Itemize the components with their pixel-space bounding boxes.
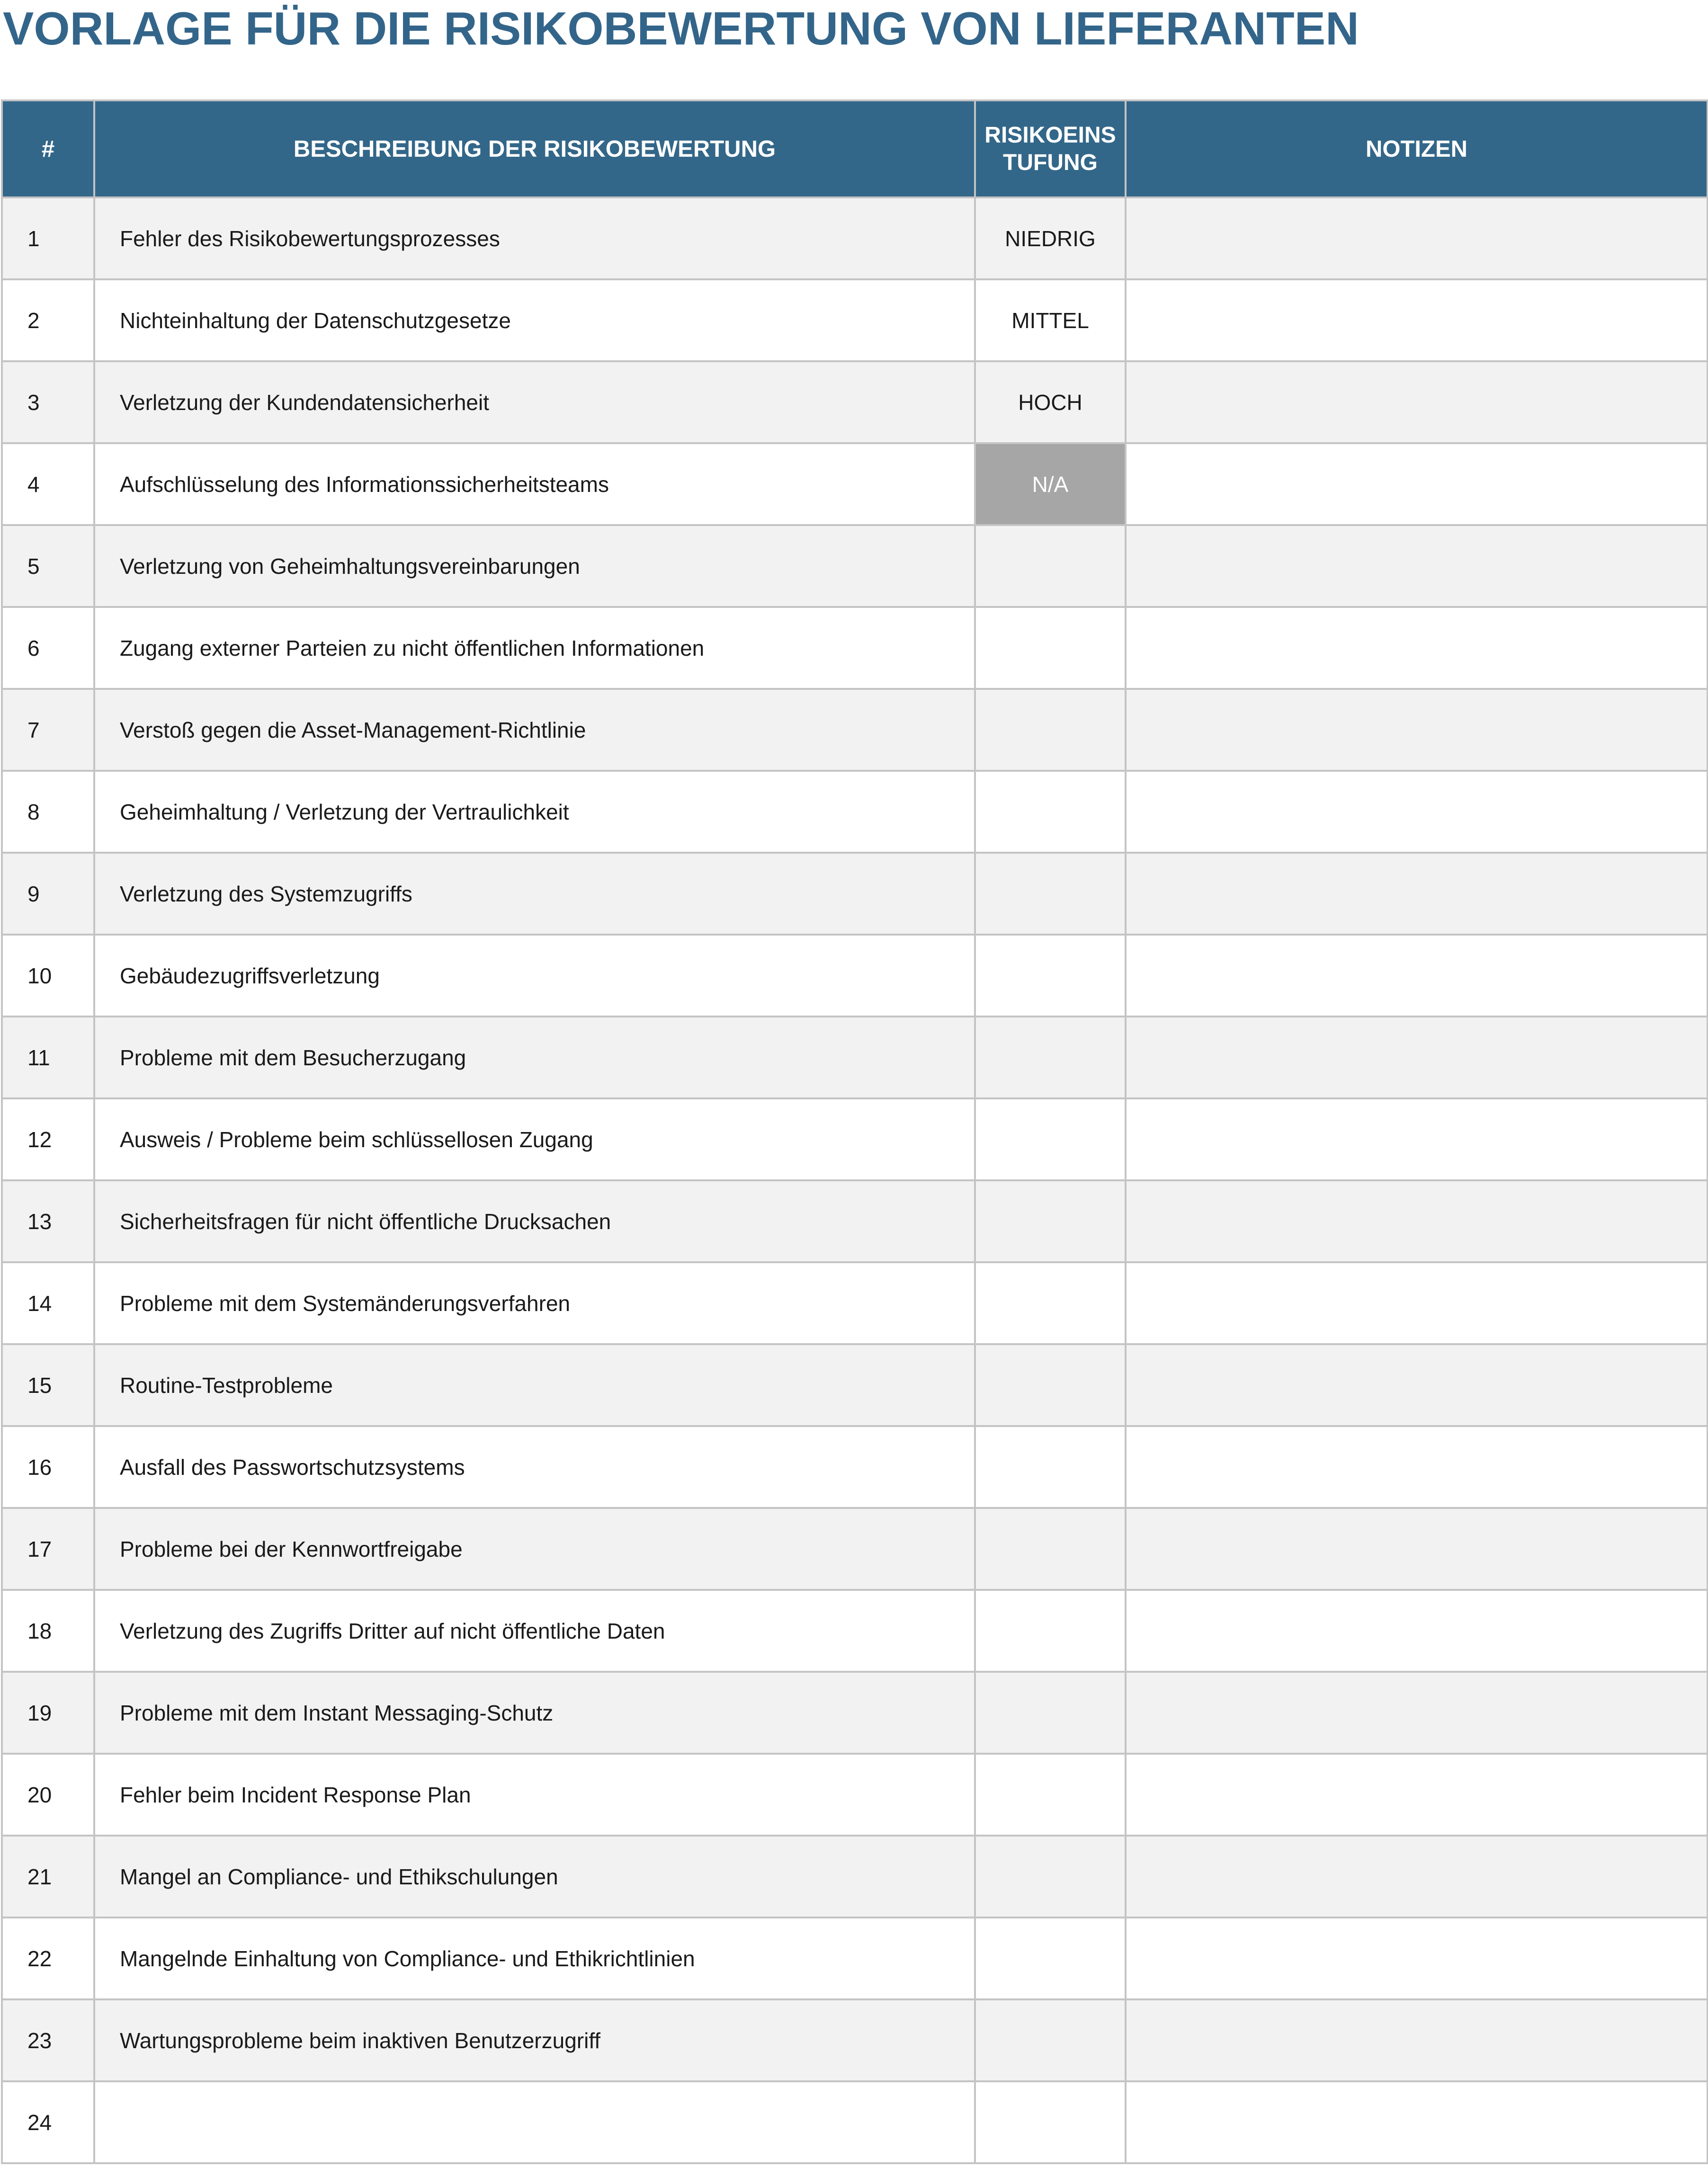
table-row xyxy=(2,853,1708,935)
risk-rating[interactable] xyxy=(975,1672,1126,1754)
notes-cell[interactable] xyxy=(1126,1590,1708,1672)
table-row xyxy=(2,1917,1708,1999)
risk-rating[interactable] xyxy=(975,689,1126,771)
row-number: 8 xyxy=(2,771,94,853)
table-row xyxy=(2,361,1708,443)
table-row xyxy=(2,1344,1708,1426)
notes-cell[interactable] xyxy=(1126,1017,1708,1098)
notes-cell[interactable] xyxy=(1126,1426,1708,1508)
risk-description[interactable]: Verletzung der Kundendatensicherheit xyxy=(94,361,975,443)
row-number: 11 xyxy=(2,1017,94,1098)
table-row xyxy=(2,771,1708,853)
table-row xyxy=(2,1426,1708,1508)
table-header-row xyxy=(2,100,1708,197)
risk-rating[interactable]: NIEDRIG xyxy=(975,197,1126,279)
row-number: 6 xyxy=(2,607,94,689)
header-description: BESCHREIBUNG DER RISIKOBEWERTUNG xyxy=(94,100,975,197)
notes-cell[interactable] xyxy=(1126,935,1708,1017)
risk-rating[interactable] xyxy=(975,525,1126,607)
risk-rating[interactable] xyxy=(975,2081,1126,2163)
risk-rating[interactable] xyxy=(975,1017,1126,1098)
risk-rating[interactable] xyxy=(975,1836,1126,1917)
row-number: 20 xyxy=(2,1754,94,1836)
row-number: 7 xyxy=(2,689,94,771)
risk-description[interactable]: Nichteinhaltung der Datenschutzgesetze xyxy=(94,279,975,361)
row-number: 9 xyxy=(2,853,94,935)
notes-cell[interactable] xyxy=(1126,2081,1708,2163)
risk-rating[interactable] xyxy=(975,771,1126,853)
table-row xyxy=(2,1836,1708,1917)
row-number: 15 xyxy=(2,1344,94,1426)
header-number: # xyxy=(2,100,94,197)
risk-description[interactable]: Verstoß gegen die Asset-Management-Richtlinie xyxy=(94,689,975,771)
notes-cell[interactable] xyxy=(1126,1999,1708,2081)
table-row xyxy=(2,1754,1708,1836)
row-number: 18 xyxy=(2,1590,94,1672)
risk-description[interactable]: Zugang externer Parteien zu nicht öffentlichen Informationen xyxy=(94,607,975,689)
row-number: 17 xyxy=(2,1508,94,1590)
risk-rating[interactable] xyxy=(975,1262,1126,1344)
notes-cell[interactable] xyxy=(1126,1754,1708,1836)
table-row xyxy=(2,935,1708,1017)
risk-rating[interactable] xyxy=(975,607,1126,689)
risk-rating[interactable] xyxy=(975,1917,1126,1999)
row-number: 13 xyxy=(2,1180,94,1262)
row-number: 14 xyxy=(2,1262,94,1344)
risk-description[interactable]: Ausweis / Probleme beim schlüssellosen Zugang xyxy=(94,1098,975,1180)
risk-description[interactable]: Fehler des Risikobewertungsprozesses xyxy=(94,197,975,279)
table-row xyxy=(2,197,1708,279)
header-risk-rating: RISIKOEINSTUFUNG xyxy=(975,100,1126,197)
risk-description[interactable]: Sicherheitsfragen für nicht öffentliche Drucksachen xyxy=(94,1180,975,1262)
notes-cell[interactable] xyxy=(1126,607,1708,689)
row-number: 24 xyxy=(2,2081,94,2163)
risk-rating[interactable]: HOCH xyxy=(975,361,1126,443)
risk-description[interactable]: Geheimhaltung / Verletzung der Vertraulichkeit xyxy=(94,771,975,853)
notes-cell[interactable] xyxy=(1126,1180,1708,1262)
table-row xyxy=(2,1999,1708,2081)
risk-description[interactable]: Fehler beim Incident Response Plan xyxy=(94,1754,975,1836)
risk-description[interactable] xyxy=(94,2081,975,2163)
risk-description[interactable]: Probleme mit dem Besucherzugang xyxy=(94,1017,975,1098)
notes-cell[interactable] xyxy=(1126,1262,1708,1344)
notes-cell[interactable] xyxy=(1126,361,1708,443)
table-row xyxy=(2,1098,1708,1180)
table-row xyxy=(2,1017,1708,1098)
page-title: VORLAGE FÜR DIE RISIKOBEWERTUNG VON LIEFERANTEN xyxy=(3,2,1359,54)
risk-rating[interactable] xyxy=(975,1754,1126,1836)
risk-description[interactable]: Gebäudezugriffsverletzung xyxy=(94,935,975,1017)
notes-cell[interactable] xyxy=(1126,525,1708,607)
risk-description[interactable]: Probleme bei der Kennwortfreigabe xyxy=(94,1508,975,1590)
risk-rating[interactable] xyxy=(975,1180,1126,1262)
table-row xyxy=(2,1508,1708,1590)
row-number: 12 xyxy=(2,1098,94,1180)
table-row xyxy=(2,525,1708,607)
row-number: 2 xyxy=(2,279,94,361)
notes-cell[interactable] xyxy=(1126,1672,1708,1754)
notes-cell[interactable] xyxy=(1126,771,1708,853)
risk-rating[interactable] xyxy=(975,853,1126,935)
table-row xyxy=(2,1262,1708,1344)
risk-description[interactable]: Mangel an Compliance- und Ethikschulungen xyxy=(94,1836,975,1917)
risk-description[interactable]: Verletzung des Systemzugriffs xyxy=(94,853,975,935)
notes-cell[interactable] xyxy=(1126,853,1708,935)
row-number: 1 xyxy=(2,197,94,279)
risk-description[interactable]: Mangelnde Einhaltung von Compliance- und Ethikrichtlinien xyxy=(94,1917,975,1999)
risk-description[interactable]: Routine-Testprobleme xyxy=(94,1344,975,1426)
row-number: 22 xyxy=(2,1917,94,1999)
risk-rating[interactable] xyxy=(975,1508,1126,1590)
risk-description[interactable]: Verletzung von Geheimhaltungsvereinbarungen xyxy=(94,525,975,607)
risk-assessment-table xyxy=(1,99,1708,2164)
notes-cell[interactable] xyxy=(1126,443,1708,525)
risk-rating[interactable]: N/A xyxy=(975,443,1126,525)
row-number: 10 xyxy=(2,935,94,1017)
row-number: 4 xyxy=(2,443,94,525)
row-number: 23 xyxy=(2,1999,94,2081)
table-row xyxy=(2,443,1708,525)
notes-cell[interactable] xyxy=(1126,1508,1708,1590)
table-row xyxy=(2,607,1708,689)
table-row xyxy=(2,689,1708,771)
risk-description[interactable]: Wartungsprobleme beim inaktiven Benutzerzugriff xyxy=(94,1999,975,2081)
row-number: 5 xyxy=(2,525,94,607)
row-number: 21 xyxy=(2,1836,94,1917)
risk-description[interactable]: Probleme mit dem Instant Messaging-Schutz xyxy=(94,1672,975,1754)
notes-cell[interactable] xyxy=(1126,1098,1708,1180)
risk-rating[interactable] xyxy=(975,1999,1126,2081)
notes-cell[interactable] xyxy=(1126,1836,1708,1917)
notes-cell[interactable] xyxy=(1126,1917,1708,1999)
risk-description[interactable]: Ausfall des Passwortschutzsystems xyxy=(94,1426,975,1508)
risk-description[interactable]: Probleme mit dem Systemänderungsverfahren xyxy=(94,1262,975,1344)
notes-cell[interactable] xyxy=(1126,1344,1708,1426)
risk-rating[interactable]: MITTEL xyxy=(975,279,1126,361)
row-number: 3 xyxy=(2,361,94,443)
notes-cell[interactable] xyxy=(1126,689,1708,771)
row-number: 19 xyxy=(2,1672,94,1754)
table-row xyxy=(2,1590,1708,1672)
table-row xyxy=(2,2081,1708,2163)
risk-rating[interactable] xyxy=(975,1344,1126,1426)
risk-description[interactable]: Verletzung des Zugriffs Dritter auf nicht öffentliche Daten xyxy=(94,1590,975,1672)
notes-cell[interactable] xyxy=(1126,197,1708,279)
header-notes: NOTIZEN xyxy=(1126,100,1708,197)
table-row xyxy=(2,1180,1708,1262)
risk-rating[interactable] xyxy=(975,1426,1126,1508)
table-row xyxy=(2,279,1708,361)
table-row xyxy=(2,1672,1708,1754)
notes-cell[interactable] xyxy=(1126,279,1708,361)
risk-rating[interactable] xyxy=(975,935,1126,1017)
row-number: 16 xyxy=(2,1426,94,1508)
risk-rating[interactable] xyxy=(975,1590,1126,1672)
risk-description[interactable]: Aufschlüsselung des Informationssicherheitsteams xyxy=(94,443,975,525)
risk-rating[interactable] xyxy=(975,1098,1126,1180)
